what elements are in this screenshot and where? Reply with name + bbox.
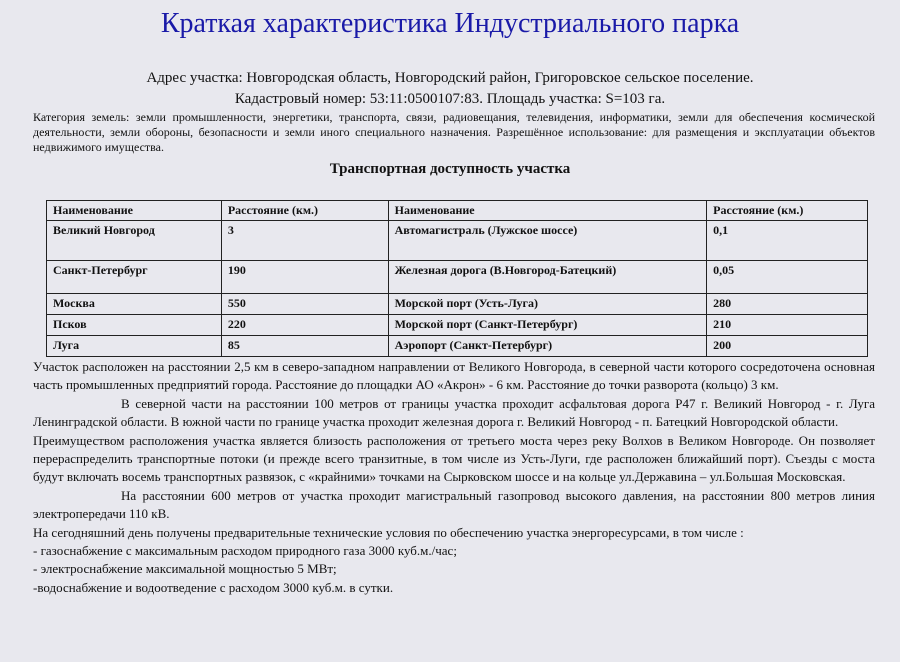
- table-cell: Железная дорога (В.Новгород-Батецкий): [388, 261, 707, 294]
- table-cell: Аэропорт (Санкт-Петербург): [388, 336, 707, 357]
- table-header-row: [47, 201, 868, 221]
- table-cell: 550: [221, 294, 388, 315]
- table-cell: 3: [221, 221, 388, 261]
- table-row: [47, 294, 868, 315]
- table-cell: 210: [707, 315, 868, 336]
- land-category-text: Категория земель: земли промышленности, энергетики, транспорта, связи, радиовещания, телевидения, информатики, земли для обеспечения космической деятельности, земли обороны, безопасности и земли иного специального назначения. Разрешённое использование: для размещения и эксплуатации объектов недвижимого имущества.: [33, 110, 875, 154]
- transport-table: [46, 200, 868, 357]
- table-row: [47, 221, 868, 261]
- cadastral-line: Кадастровый номер: 53:11:0500107:83. Площадь участка: S=103 га.: [234, 91, 666, 107]
- header-distance-1: Расстояние (км.): [221, 201, 388, 221]
- table-cell: Морской порт (Санкт-Петербург): [388, 315, 707, 336]
- transport-section-title: Транспортная доступность участка: [329, 161, 571, 177]
- table-cell: Великий Новгород: [47, 221, 222, 261]
- table-cell: 190: [221, 261, 388, 294]
- table-cell: Луга: [47, 336, 222, 357]
- paragraph-advantages: Преимуществом расположения участка является близость расположения от третьего моста через реку Волхов в Великом Новгороде. Он позволяет перераспределить транспортные потоки (и прежде всего транзитные, в том числе из Усть-Луги, где расположен ближайший порт). Съезды с моста будут включать восемь транспортных развязок, с «крайними» точками на Сырковском шоссе и на кольце ул.Державина – ул.Большая Московская.: [33, 432, 875, 485]
- address-line: Адрес участка: Новгородская область, Новгородский район, Григоровское сельское поселение.: [146, 70, 754, 86]
- list-item-power: - электроснабжение максимальной мощностью 5 МВт;: [33, 561, 337, 577]
- paragraph-utilities: На расстоянии 600 метров от участка проходит магистральный газопровод высокого давления, на расстоянии 800 метров линия электропередачи 110 кВ.: [33, 487, 875, 522]
- table-cell: Москва: [47, 294, 222, 315]
- table-row: [47, 315, 868, 336]
- table-cell: Морской порт (Усть-Луга): [388, 294, 707, 315]
- header-distance-2: Расстояние (км.): [707, 201, 868, 221]
- list-item-gas: - газоснабжение с максимальным расходом природного газа 3000 куб.м./час;: [33, 543, 457, 559]
- description-body: [33, 358, 875, 597]
- paragraph-conditions: На сегодняшний день получены предварительные технические условия по обеспечению участка энергоресурсами, в том числе :: [33, 524, 744, 540]
- table-cell: 220: [221, 315, 388, 336]
- page-title: Краткая характеристика Индустриального парка: [160, 8, 740, 39]
- table-cell: Санкт-Петербург: [47, 261, 222, 294]
- table-cell: 0,1: [707, 221, 868, 261]
- paragraph-roads: В северной части на расстоянии 100 метров от границы участка проходит асфальтовая дорога Р47 г. Великий Новгород - г. Луга Ленинградской области. В южной части по границе участка проходит железная дорога г. Великий Новгород - п. Батецкий Новгородской области.: [33, 395, 875, 430]
- table-cell: Псков: [47, 315, 222, 336]
- header-name-2: Наименование: [388, 201, 707, 221]
- table-row: [47, 336, 868, 357]
- table-cell: 0,05: [707, 261, 868, 294]
- header-name-1: Наименование: [47, 201, 222, 221]
- table-cell: Автомагистраль (Лужское шоссе): [388, 221, 707, 261]
- table-row: [47, 261, 868, 294]
- paragraph-location: Участок расположен на расстоянии 2,5 км в северо-западном направлении от Великого Новгорода, в северной части которого сосредоточена основная часть промышленных предприятий города. Расстояние до площадки АО «Акрон» - 6 км. Расстояние до точки разворота (кольцо) 3 км.: [33, 359, 875, 393]
- transport-table-container: [46, 200, 868, 357]
- address-block: [0, 68, 900, 110]
- table-cell: 85: [221, 336, 388, 357]
- list-item-water: -водоснабжение и водоотведение с расходом 3000 куб.м. в сутки.: [33, 579, 394, 595]
- table-cell: 280: [707, 294, 868, 315]
- table-cell: 200: [707, 336, 868, 357]
